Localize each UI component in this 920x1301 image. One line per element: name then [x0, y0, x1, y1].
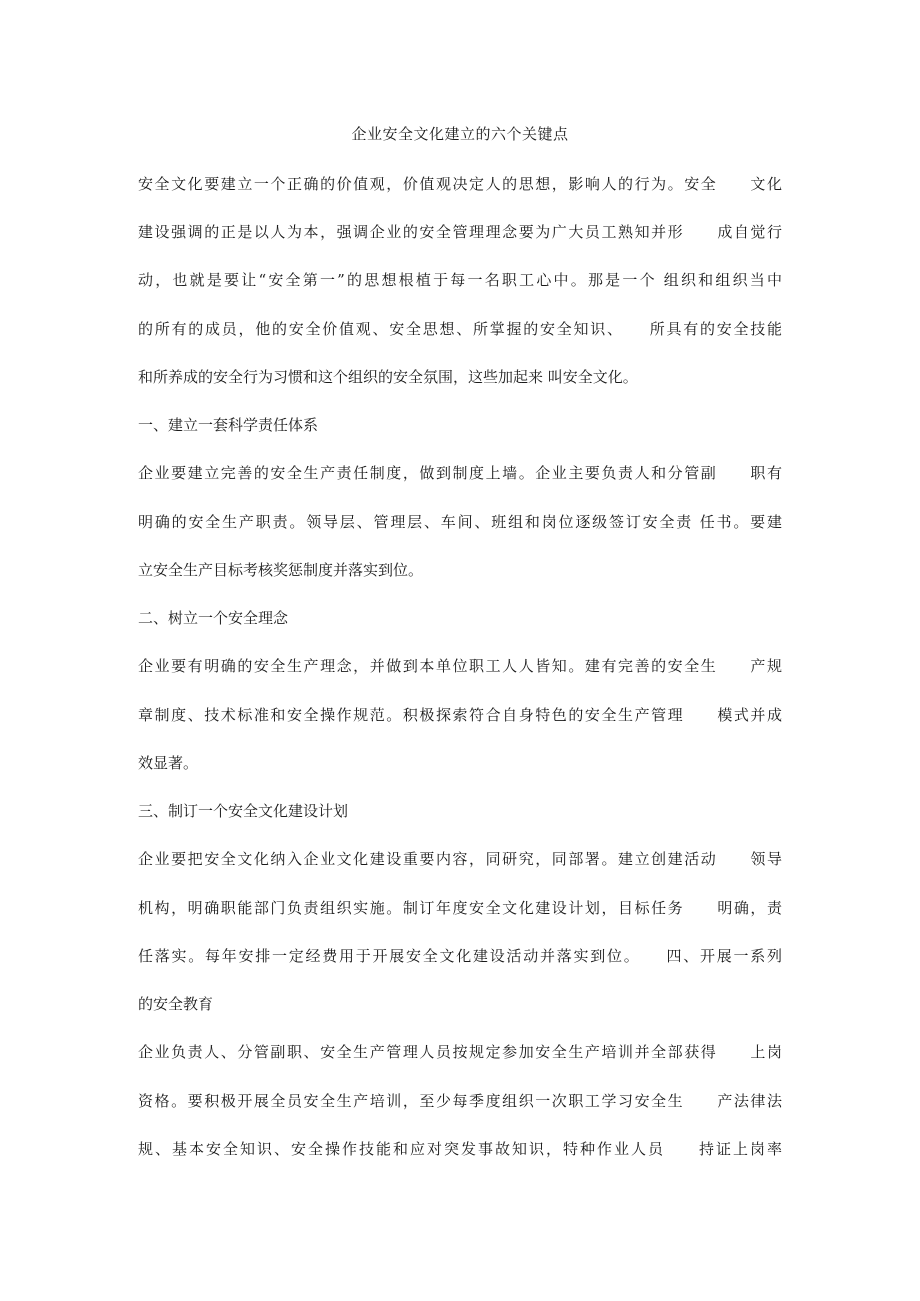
paragraph-2-line-2: 章制度、技术标准和安全操作规范。积极探索符合自身特色的安全生产管理 模式并成: [138, 706, 782, 724]
paragraph-3-line-4: 的安全教育: [138, 995, 214, 1013]
paragraph-1-line-2: 明确的安全生产职责。领导层、管理层、车间、班组和岗位逐级签订安全责 任书。要建: [138, 513, 782, 531]
paragraph-3-line-1: 企业要把安全文化纳入企业文化建设重要内容，同研究，同部署。建立创建活动 领导: [138, 850, 782, 868]
paragraph-intro-line-2: 建设强调的正是以人为本，强调企业的安全管理理念要为广大员工熟知并形 成自觉行: [138, 223, 782, 241]
paragraph-4-line-1: 企业负责人、分管副职、安全生产管理人员按规定参加安全生产培训并全部获得 上岗: [138, 1043, 782, 1061]
document-title: 企业安全文化建立的六个关键点: [351, 125, 569, 143]
paragraph-1-line-1: 企业要建立完善的安全生产责任制度，做到制度上墙。企业主要负责人和分管副 职有: [138, 464, 782, 482]
paragraph-3-line-3: 任落实。每年安排一定经费用于开展安全文化建设活动并落实到位。 四、开展一系列: [138, 947, 782, 965]
paragraph-intro-line-5: 和所养成的安全行为习惯和这个组织的安全氛围，这些加起来 叫安全文化。: [138, 368, 638, 386]
paragraph-2-line-3: 效显著。: [138, 754, 199, 772]
section-heading-3: 三、制订一个安全文化建设计划: [138, 802, 349, 820]
section-heading-2: 二、树立一个安全理念: [138, 609, 289, 627]
paragraph-2-line-1: 企业要有明确的安全生产理念，并做到本单位职工人人皆知。建有完善的安全生 产规: [138, 657, 782, 675]
paragraph-1-line-3: 立安全生产目标考核奖惩制度并落实到位。: [138, 561, 424, 579]
paragraph-4-line-3: 规、基本安全知识、安全操作技能和应对突发事故知识，特种作业人员 持证上岗率: [138, 1140, 782, 1158]
paragraph-intro-line-4: 的所有的成员，他的安全价值观、安全思想、所掌握的安全知识、 所具有的安全技能: [138, 320, 782, 338]
paragraph-intro-line-1: 安全文化要建立一个正确的价值观，价值观决定人的思想，影响人的行为。安全 文化: [138, 175, 782, 193]
paragraph-intro-line-3: 动，也就是要让“安全第一”的思想根植于每一名职工心中。那是一个 组织和组织当中: [138, 271, 782, 289]
paragraph-4-line-2: 资格。要积极开展全员安全生产培训，至少每季度组织一次职工学习安全生 产法律法: [138, 1092, 782, 1110]
section-heading-1: 一、建立一套科学责任体系: [138, 416, 319, 434]
paragraph-3-line-2: 机构，明确职能部门负责组织实施。制订年度安全文化建设计划，目标任务 明确，责: [138, 899, 782, 917]
